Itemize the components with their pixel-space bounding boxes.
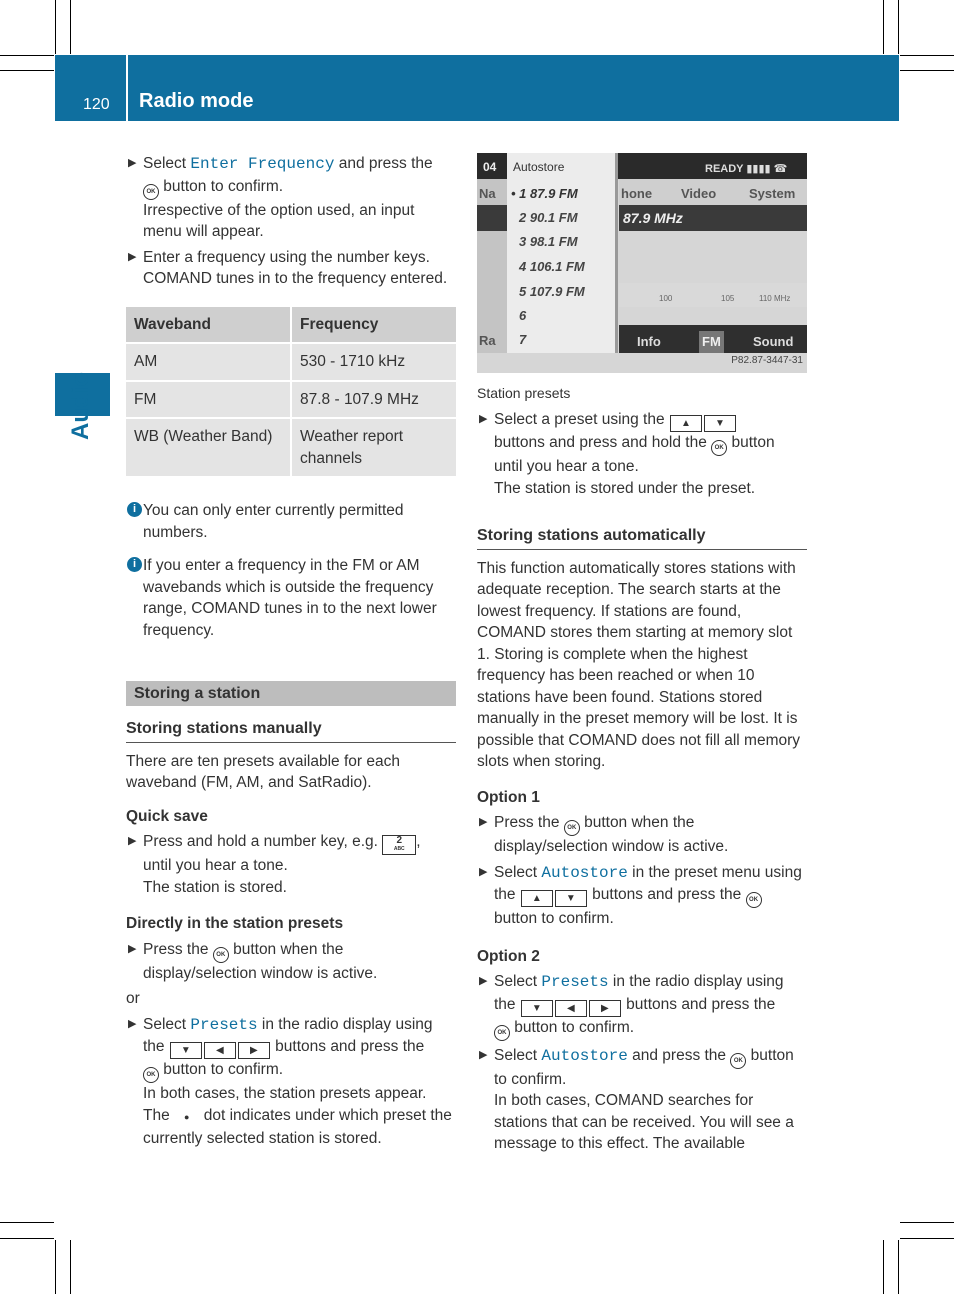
chapter-title: Radio mode: [139, 90, 254, 112]
step-text: button when the display/selection window is active.: [143, 940, 378, 982]
step-text: and press the: [334, 155, 433, 172]
frequency-scale: [619, 283, 807, 307]
display-left-label: Na: [479, 186, 496, 201]
display-left-strip: [477, 179, 507, 353]
table-cell: Weather report channels: [291, 418, 456, 477]
step-arrow-icon: ▶: [128, 1017, 137, 1030]
nav-item: System: [749, 186, 796, 201]
subsection-heading: Storing stations manually: [126, 718, 456, 743]
step-select-preset: [477, 409, 807, 499]
number-key-icon: [382, 835, 416, 855]
step-text: Press and hold a number key, e.g.: [143, 833, 383, 850]
step-arrow-icon: ▶: [479, 413, 488, 425]
page-header: [55, 55, 899, 121]
ok-button-icon: OK: [564, 820, 580, 836]
step-text: button to confirm.: [494, 1046, 794, 1088]
bottom-item: FM: [699, 331, 724, 353]
step-arrow-icon: ▶: [128, 157, 137, 169]
table-header: Frequency: [291, 307, 456, 344]
step-text: button to confirm.: [159, 1061, 284, 1078]
info-icon: i: [127, 502, 142, 517]
crop-mark: [898, 1240, 899, 1294]
step-text: Select a preset using the: [494, 411, 669, 428]
info-note: [126, 555, 456, 641]
table-row: [126, 343, 456, 381]
step-text: buttons and press the: [587, 886, 746, 903]
ok-button-icon: OK: [213, 947, 229, 963]
crop-mark: [70, 0, 71, 54]
step-text: in the radio display using the: [143, 1015, 433, 1055]
step-text: Select: [143, 155, 191, 172]
right-key-icon: ▶: [238, 1042, 270, 1059]
crop-mark: [55, 0, 56, 54]
step-text: Select: [143, 1015, 191, 1033]
down-key-icon: ▼: [170, 1042, 202, 1059]
step-note: The: [143, 1106, 175, 1124]
step-arrow-icon: ▶: [128, 250, 137, 263]
table-cell: 530 - 1710 kHz: [291, 343, 456, 381]
info-text: You can only enter currently permitted numbers.: [143, 502, 404, 541]
table-header-row: [126, 307, 456, 344]
side-tab-label: Audio: [67, 372, 94, 440]
nav-item: Video: [681, 186, 717, 201]
crop-mark: [55, 1240, 56, 1294]
menu-item-code: Presets: [541, 973, 609, 991]
table-cell: WB (Weather Band): [126, 418, 291, 477]
step-note: The station is stored under the preset.: [494, 479, 756, 497]
menu-title: Autostore: [513, 160, 565, 174]
current-frequency: 87.9 MHz: [619, 205, 807, 231]
crop-mark: [0, 1238, 54, 1239]
preset-item: 7: [519, 332, 527, 347]
step-text: buttons and press and hold the: [494, 434, 712, 451]
or-text: or: [126, 990, 140, 1007]
info-text: If you enter a frequency in the FM or AM wavebands which is outside the frequency range, COMAND tunes in to the next lower frequency.: [143, 557, 437, 639]
step-enter-frequency: [126, 153, 456, 243]
figure-code: P82.87-3447-31: [731, 354, 803, 366]
menu-item-code: Autostore: [541, 1046, 628, 1065]
channel-number: 04: [483, 160, 497, 174]
menu-item-code: Presets: [190, 1015, 258, 1034]
step-text: and press the: [627, 1046, 731, 1064]
paragraph: There are ten presets available for each waveband (FM, AM, and SatRadio).: [126, 752, 400, 791]
key-number: 2: [396, 835, 403, 846]
crop-mark: [898, 0, 899, 54]
crop-mark: [883, 0, 884, 54]
scale-label: 100: [659, 294, 673, 303]
step-press-ok: [477, 812, 807, 858]
scale-label: 105: [721, 294, 735, 303]
preset-item: 5 107.9 FM: [519, 284, 585, 299]
crop-mark: [0, 70, 54, 71]
table-row: [126, 418, 456, 477]
step-arrow-icon: ▶: [128, 835, 137, 847]
nav-item: hone: [621, 186, 653, 201]
step-quick-save: [126, 831, 456, 898]
up-key-icon: ▲: [670, 415, 702, 432]
table-cell: 87.8 - 107.9 MHz: [291, 381, 456, 419]
label-direct: Directly in the station presets: [126, 915, 344, 932]
crop-mark: [0, 1222, 54, 1223]
step-text: Select: [494, 1046, 542, 1064]
table-cell: FM: [126, 381, 291, 419]
down-key-icon: ▼: [555, 890, 587, 907]
preset-item: • 1 87.9 FM: [511, 186, 578, 201]
waveband-table: [126, 307, 456, 479]
step-arrow-icon: ▶: [479, 865, 488, 878]
display-left-label: Ra: [479, 333, 496, 348]
status-indicator: READY ▮▮▮▮ ☎: [705, 163, 788, 175]
ok-button-icon: OK: [730, 1053, 746, 1069]
left-key-icon: ◀: [555, 1000, 587, 1017]
step-note: dot indicates under which preset the currently selected station is stored.: [143, 1106, 452, 1147]
step-arrow-icon: ▶: [479, 975, 488, 987]
bottom-item: Info: [637, 334, 661, 349]
crop-mark: [900, 55, 954, 56]
step-text: button when the display/selection window is active.: [494, 814, 729, 855]
table-header: Waveband: [126, 307, 291, 344]
step-note: In both cases, the station presets appear.: [143, 1085, 427, 1102]
preset-menu: [507, 153, 618, 353]
step-text: in the preset menu using the: [494, 863, 802, 903]
step-select-presets: [126, 1014, 456, 1150]
subsection-heading: Storing stations automatically: [477, 525, 807, 550]
step-text: ,: [416, 833, 421, 850]
crop-mark: [70, 1240, 71, 1294]
crop-mark: [900, 1222, 954, 1223]
dot-icon: ●: [184, 1111, 190, 1122]
crop-mark: [900, 70, 954, 71]
paragraph: This function automatically stores stations with adequate reception. The search starts at the lowest frequency. If stations are found, COMAND stores them starting at memory slot 1. Storing is complete when the highest frequency has been reached or when 10 stations have been found. Stations stored manually in the preset memory will be lost. It is possible that COMAND does not fill all memory slots when storing.: [477, 559, 801, 770]
menu-item-code: Autostore: [541, 863, 628, 882]
info-icon: i: [127, 557, 142, 572]
step-select-autostore: [477, 862, 807, 930]
preset-item: 4 106.1 FM: [519, 259, 585, 274]
table-cell: AM: [126, 343, 291, 381]
down-key-icon: ▼: [521, 1000, 553, 1017]
step-press-ok: [126, 939, 456, 985]
step-text: button to confirm.: [159, 177, 284, 195]
header-divider: [126, 55, 128, 121]
step-note: Irrespective of the option used, an input menu will appear.: [143, 201, 415, 240]
step-text: buttons and press the: [621, 995, 776, 1013]
step-text: Press the: [143, 940, 213, 958]
menu-item-code: Enter Frequency: [190, 155, 335, 173]
crop-mark: [883, 1240, 884, 1294]
step-select-presets: [477, 971, 807, 1041]
step-text: button to confirm.: [494, 910, 614, 927]
label-quick-save: Quick save: [126, 807, 208, 825]
up-key-icon: ▲: [521, 890, 553, 907]
ok-button-icon: OK: [711, 440, 727, 456]
step-select-autostore-2: [477, 1045, 807, 1155]
step-arrow-icon: ▶: [479, 1048, 488, 1061]
ok-button-icon: OK: [494, 1025, 510, 1041]
step-note: In both cases, COMAND searches for stations that can be received. You will see a message to this effect. The available: [494, 1092, 794, 1152]
step-note: The station is stored.: [143, 878, 287, 896]
key-letters: ABC: [393, 846, 405, 852]
info-note: [126, 500, 456, 543]
ok-button-icon: OK: [143, 1067, 159, 1083]
step-text: Press the: [494, 814, 564, 831]
step-note: COMAND tunes in to the frequency entered.: [143, 270, 448, 287]
step-text: Enter a frequency using the number keys.: [143, 248, 430, 266]
step-arrow-icon: ▶: [128, 942, 137, 955]
table-row: [126, 381, 456, 419]
ok-button-icon: OK: [746, 892, 762, 908]
label-option-1: Option 1: [477, 788, 540, 806]
label-option-2: Option 2: [477, 947, 540, 965]
display-nav-bar: [619, 179, 807, 205]
step-text: buttons and press the: [270, 1038, 425, 1055]
station-presets-figure: [477, 153, 807, 373]
right-column: [477, 409, 807, 1155]
left-key-icon: ◀: [204, 1042, 236, 1059]
ok-button-icon: OK: [143, 184, 159, 200]
right-key-icon: ▶: [589, 1000, 621, 1017]
section-heading: Storing a station: [126, 681, 456, 706]
step-text: until you hear a tone.: [143, 857, 288, 874]
step-text: button to confirm.: [510, 1018, 635, 1036]
figure-caption: Station presets: [477, 385, 571, 401]
preset-item: 2 90.1 FM: [519, 210, 578, 225]
step-text: Select: [494, 973, 542, 990]
page-number: 120: [83, 96, 110, 113]
crop-mark: [900, 1238, 954, 1239]
preset-item: 3 98.1 FM: [519, 234, 578, 249]
step-arrow-icon: ▶: [479, 816, 488, 828]
scale-label: 110 MHz: [759, 294, 791, 303]
step-text: in the radio display using the: [494, 973, 784, 1013]
down-key-icon: ▼: [704, 415, 736, 432]
left-column: [126, 153, 456, 1150]
crop-mark: [0, 55, 54, 56]
preset-item: 6: [519, 308, 527, 323]
step-text: button until you hear a tone.: [494, 434, 775, 475]
step-enter-number: [126, 247, 456, 290]
step-text: Select: [494, 863, 542, 881]
bottom-item: Sound: [753, 334, 794, 349]
